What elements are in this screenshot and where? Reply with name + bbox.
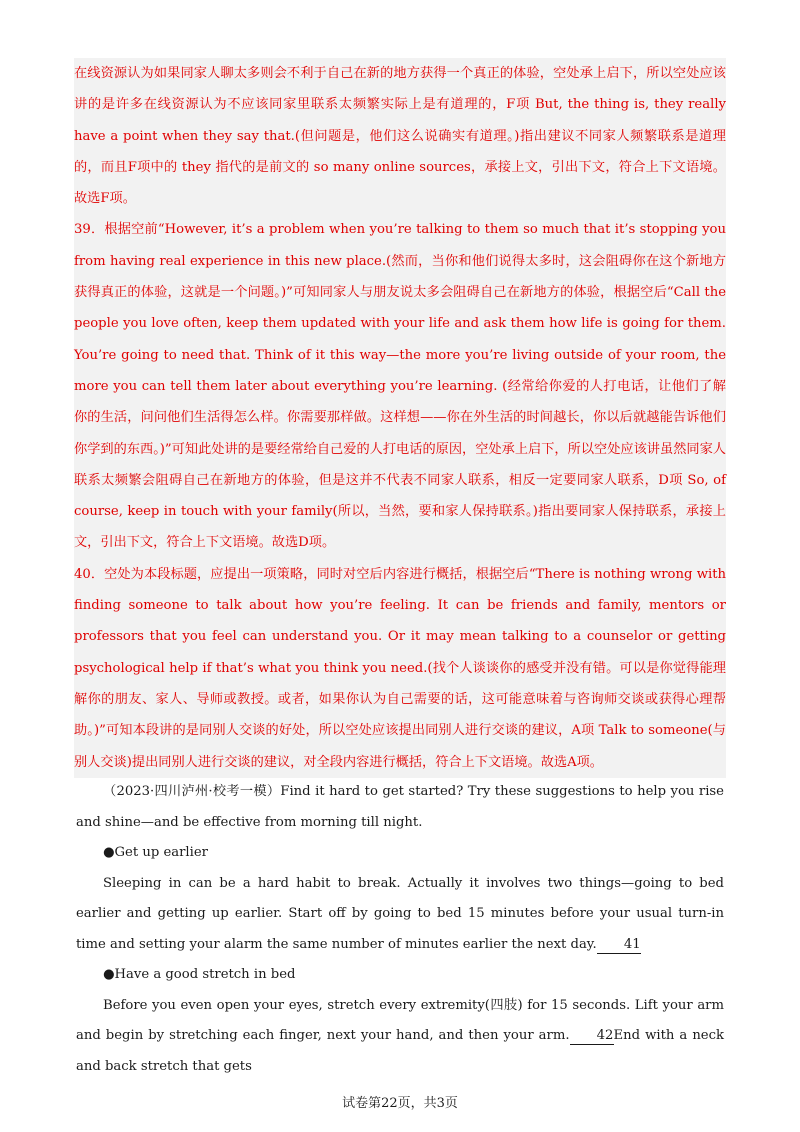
reading-passage [76,777,724,1082]
page-footer: 试卷第22页，共3页 [342,1096,458,1111]
explanation-39: 39．根据空前“However, it’s a problem when you’re talking to them so much that it’s stopping you from having real experience in this new place.(然而，当你和他们说得太多时，这会阻碍你在这个新地方获得真正的体验，这就是一个问题。)”可知同家人与朋友说太多会阻碍自己在新地方的体验，根据空后“Call the people you love often, keep them updated with your life and ask them how life is going for them. You’re going to need that. Think of it this way—the more you’re living outside of your room, the more you can tell them later about everything you’re learning. (经常给你爱的人打电话，让他们了解你的生活，问问他们生活得怎么样。你需要那样做。这样想——你在外生活的时间越长，你以后就越能告诉他们你学到的东西。)”可知此处讲的是要经常给自己爱的人打电话的原因，空处承上启下，所以空处应该讲虽然同家人联系太频繁会阻碍自己在新地方的体验，但是这并不代表不同家人联系，相反一定要同家人联系，D项 So, of course, keep in touch with your family(所以，当然，要和家人保持联系。)指出要同家人保持联系，承接上文，引出下文，符合上下文语境。故选D项。 [74,222,726,551]
paragraph-stretch [76,991,724,1083]
section-heading-get-up-earlier: ●Get up earlier [103,845,208,860]
blank-41: 41 [597,937,641,954]
explanation-40: 40．空处为本段标题，应提出一项策略，同时对空后内容进行概括，根据空后“There is nothing wrong with finding someone to talk about how you’re feeling. It can be friends and family, mentors or professors that you feel can understand you. Or it may mean talking to a counselor or getting psychological help if that’s what you think you need.(找个人谈谈你的感受并没有错。可以是你觉得能理解你的朋友、家人、导师或教授。或者，如果你认为自己需要的话，这可能意味着与咨询师交谈或获得心理帮助。)”可知本段讲的是同别人交谈的好处，所以空处应该提出同别人进行交谈的建议，A项 Talk to someone(与别人交谈)提出同别人进行交谈的建议，对全段内容进行概括，符合上下文语境。故选A项。 [74,566,726,770]
paragraph-text-before: Before you even open your eyes, stretch every extremity(四肢) for 15 seconds. Lift your arm and begin by stretching each finger, next your hand, and then your arm. [76,997,724,1043]
explanation-38-continued: 在线资源认为如果同家人聊太多则会不利于自己在新的地方获得一个真正的体验，空处承上启下，所以空处应该讲的是许多在线资源认为不应该同家里联系太频繁实际上是有道理的，F项 But, the thing is, they really have a point when they say that.(但问题是，他们这么说确实有道理。)指出建议不同家人频繁联系是道理的，而且F项中的 they 指代的是前文的 so many online sources，承接上文，引出下文，符合上下文语境。故选F项。 [74,66,726,207]
answer-explanations [74,58,726,778]
blank-42: 42 [570,1028,614,1045]
paragraph-text-after: End with a neck and back stretch that gets [76,1028,724,1074]
section-heading-stretch: ●Have a good stretch in bed [103,967,296,982]
paragraph-text: Sleeping in can be a hard habit to break. Actually it involves two things—going to bed earlier and getting up earlier. Start off by going to bed 15 minutes before your usual turn-in time and setting your alarm the same number of minutes earlier the next day. [76,875,724,952]
passage-intro: （2023·四川泸州·校考一模）Find it hard to get started? Try these suggestions to help you rise and shine—and be effective from morning till night. [76,784,724,830]
paragraph-get-up-earlier [76,869,724,961]
